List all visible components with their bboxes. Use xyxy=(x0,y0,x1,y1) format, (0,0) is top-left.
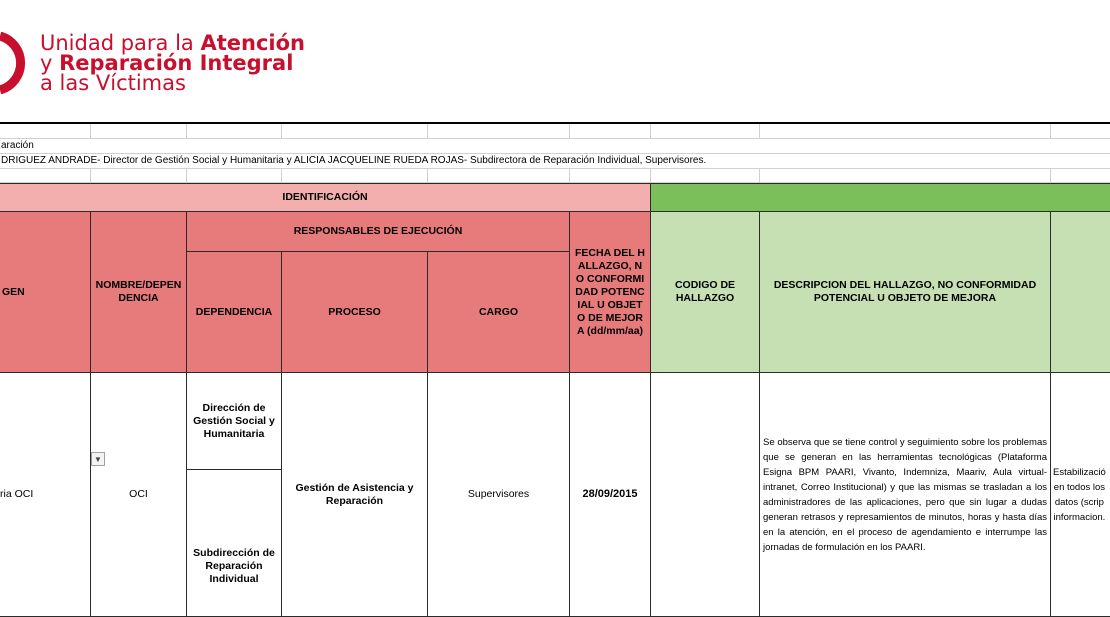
grid-vline xyxy=(427,124,428,139)
info-row-1[interactable]: aración xyxy=(1,140,34,151)
grid-vline xyxy=(569,169,570,183)
cell-dependencia-1[interactable]: Dirección de Gestión Social y Humanitaria xyxy=(187,373,282,470)
grid-vline xyxy=(759,169,760,183)
grid-vline xyxy=(1050,169,1051,183)
descripcion-text: Se observa que se tiene control y seguimiento sobre los problemas que se generan en las herramientas tecnológicas (Plataforma Esigna BPM PAARI, Vivanto, Indemniza, Maariv, Aula virtual- intranet, Correo Institucional) y que las mismas se trasladan a los administradores de las aplicaciones, pero que sin lugar a dudas generan retrasos y represamientos de minutos, horas y hasta días en la atención, en el proceso de agendamiento e interrumpe las jornadas de formulación en los PAARI. xyxy=(763,436,1047,553)
header-dependencia[interactable]: DEPENDENCIA xyxy=(187,252,282,373)
section-identificacion-header[interactable]: IDENTIFICACIÓN xyxy=(0,183,651,212)
header-codigo[interactable]: CODIGO DE HALLAZGO xyxy=(651,212,760,373)
info-row-2[interactable]: DRIGUEZ ANDRADE- Director de Gestión Social y Humanitaria y ALICIA JACQUELINE RUEDA ROJAS- Subdirectora de Reparación Individual, Supervisores. xyxy=(1,155,707,166)
header-origen[interactable]: GEN xyxy=(0,212,91,373)
header-responsables[interactable]: RESPONSABLES DE EJECUCIÓN xyxy=(187,212,570,252)
grid-vline xyxy=(427,169,428,183)
grid-vline xyxy=(650,124,651,139)
section-green-header[interactable] xyxy=(651,183,1110,212)
header-proceso[interactable]: PROCESO xyxy=(282,252,428,373)
cell-origen[interactable]: ria OCI xyxy=(0,373,91,617)
cell-descripcion[interactable] xyxy=(760,373,1051,617)
grid-row xyxy=(0,169,1110,183)
grid-vline xyxy=(569,124,570,139)
header-nombre-dependencia[interactable]: NOMBRE/DEPENDENCIA xyxy=(91,212,187,373)
header-descripcion[interactable]: DESCRIPCION DEL HALLAZGO, NO CONFORMIDAD POTENCIAL U OBJETO DE MEJORA xyxy=(760,212,1051,373)
cell-fecha[interactable]: 28/09/2015 xyxy=(570,373,651,617)
logo-mark-icon xyxy=(0,32,26,94)
grid-vline xyxy=(90,124,91,139)
logo-line-2: y Reparación Integral xyxy=(40,51,294,75)
grid-vline xyxy=(1050,124,1051,139)
logo-line-3: a las Víctimas xyxy=(40,71,186,95)
logo-line-1: Unidad para la Atención xyxy=(40,31,305,55)
grid-row xyxy=(0,124,1110,139)
header-next[interactable] xyxy=(1051,212,1110,373)
grid-vline xyxy=(759,124,760,139)
grid-vline xyxy=(281,124,282,139)
cell-dependencia-2[interactable]: Subdirección de Reparación Individual xyxy=(187,470,282,617)
dropdown-arrow-icon[interactable]: ▼ xyxy=(91,452,105,466)
grid-vline xyxy=(186,169,187,183)
header-cargo[interactable]: CARGO xyxy=(428,252,570,373)
cell-nombre[interactable]: OCI xyxy=(91,373,187,617)
cell-cargo[interactable]: Supervisores xyxy=(428,373,570,617)
header-fecha[interactable]: FECHA DEL HALLAZGO, NO CONFORMIDAD POTENCIAL U OBJETO DE MEJORA (dd/mm/aa) xyxy=(570,212,651,373)
cell-proceso[interactable]: Gestión de Asistencia y Reparación xyxy=(282,373,428,617)
grid-vline xyxy=(281,169,282,183)
grid-vline xyxy=(90,169,91,183)
grid-vline xyxy=(650,169,651,183)
grid-vline xyxy=(186,124,187,139)
cell-codigo[interactable] xyxy=(651,373,760,617)
cell-next[interactable]: Estabilizació en todos los datos (scrip informacion. xyxy=(1051,373,1110,617)
grid-row xyxy=(0,139,1110,154)
logo xyxy=(0,28,360,98)
